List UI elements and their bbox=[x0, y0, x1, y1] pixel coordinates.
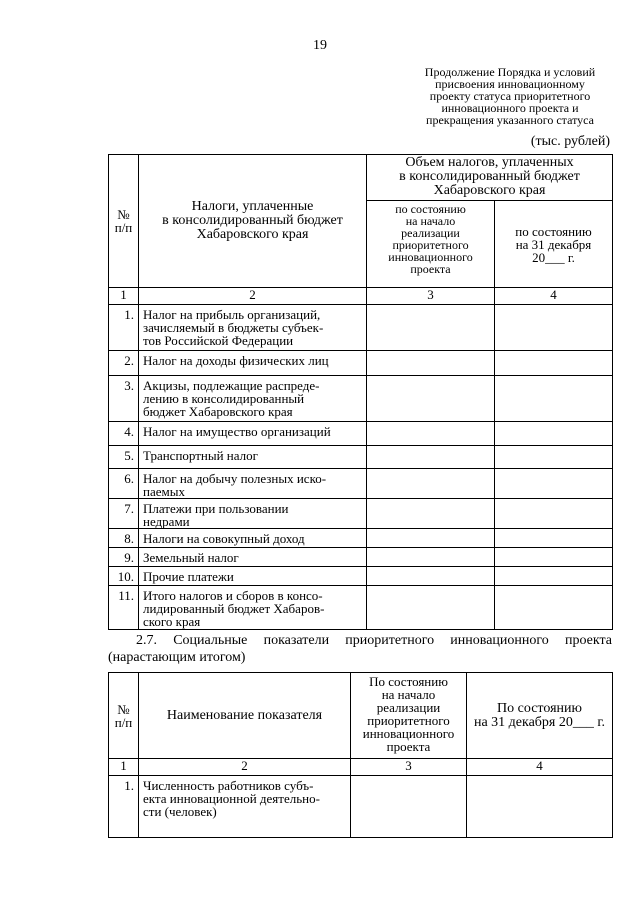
table-row bbox=[109, 422, 613, 446]
row-number: 1. bbox=[109, 305, 139, 351]
header-text: Налоги, уплаченные bbox=[191, 199, 314, 214]
value-cell bbox=[495, 446, 613, 469]
header-text: п/п bbox=[114, 714, 133, 730]
value-cell bbox=[495, 305, 613, 351]
table-row bbox=[109, 376, 613, 422]
value-cell bbox=[367, 529, 495, 548]
table-row bbox=[109, 469, 613, 499]
value-cell bbox=[367, 422, 495, 446]
header-text: инновационного bbox=[362, 726, 455, 741]
header-taxes bbox=[139, 155, 367, 288]
value-cell bbox=[367, 305, 495, 351]
row-number: 7. bbox=[109, 499, 139, 529]
value-cell bbox=[367, 376, 495, 422]
row-text: Акцизы, подлежащие распреде- bbox=[143, 378, 320, 393]
row-number: 4. bbox=[109, 422, 139, 446]
header-text: проекта bbox=[386, 739, 431, 754]
page-number: 19 bbox=[313, 38, 327, 53]
column-number-row bbox=[109, 759, 613, 776]
row-text: Численность работников субъ- bbox=[143, 778, 314, 793]
row-number: 3. bbox=[109, 376, 139, 422]
header-text: проекта bbox=[410, 262, 451, 276]
header-name bbox=[139, 673, 351, 759]
heading-line: присвоения инновационному bbox=[435, 77, 585, 91]
header-text: инновационного bbox=[388, 250, 473, 264]
value-cell bbox=[467, 776, 613, 838]
row-name bbox=[139, 469, 367, 499]
section-subtitle: (нарастающим итогом) bbox=[108, 650, 246, 665]
row-name bbox=[139, 376, 367, 422]
value-cell bbox=[367, 499, 495, 529]
header-text: в консолидированный бюджет bbox=[162, 213, 343, 228]
value-cell bbox=[495, 499, 613, 529]
row-text: Налоги на совокупный доход bbox=[143, 531, 305, 546]
row-name bbox=[139, 446, 367, 469]
value-cell bbox=[367, 567, 495, 586]
column-number: 1 bbox=[109, 759, 139, 776]
row-name bbox=[139, 567, 367, 586]
table-row bbox=[109, 776, 613, 838]
row-text: Платежи при пользовании bbox=[143, 501, 289, 516]
header-num bbox=[109, 673, 139, 759]
heading-line: инновационного проекта и bbox=[441, 101, 579, 115]
section-heading bbox=[108, 632, 612, 666]
row-number: 2. bbox=[109, 351, 139, 376]
header-start bbox=[351, 673, 467, 759]
header-text: по состоянию bbox=[395, 202, 466, 216]
header-text: № bbox=[117, 701, 130, 717]
value-cell bbox=[495, 422, 613, 446]
header-text: по состоянию bbox=[515, 223, 592, 239]
value-cell bbox=[495, 529, 613, 548]
column-number: 2 bbox=[139, 288, 367, 305]
social-indicators-table bbox=[108, 672, 613, 838]
heading-line: проекту статуса приоритетного bbox=[429, 89, 591, 103]
column-number: 2 bbox=[139, 759, 351, 776]
section-title: 2.7. Социальные показатели приоритетного инновационного проекта bbox=[136, 633, 612, 648]
table-row bbox=[109, 548, 613, 567]
header-text: Объем налогов, уплаченных bbox=[405, 155, 574, 170]
header-text: реализации bbox=[376, 700, 441, 715]
header-text: Хабаровского края bbox=[433, 183, 546, 198]
row-text: тов Российской Федерации bbox=[143, 333, 294, 348]
row-number: 5. bbox=[109, 446, 139, 469]
header-end bbox=[495, 201, 613, 288]
header-start bbox=[367, 201, 495, 288]
header-text: Наименование показателя bbox=[166, 708, 323, 723]
row-text: Прочие платежи bbox=[143, 569, 234, 584]
row-number: 10. bbox=[109, 567, 139, 586]
row-name bbox=[139, 499, 367, 529]
table-row bbox=[109, 446, 613, 469]
row-text: Налог на добычу полезных иско- bbox=[143, 471, 327, 486]
value-cell bbox=[367, 586, 495, 630]
header-text: Хабаровского края bbox=[196, 227, 309, 242]
value-cell bbox=[367, 351, 495, 376]
table-row bbox=[109, 586, 613, 630]
header-text: на начало bbox=[381, 687, 436, 702]
row-text: Транспортный налог bbox=[143, 448, 258, 463]
table-row bbox=[109, 567, 613, 586]
row-text: Итого налогов и сборов в консо- bbox=[143, 588, 323, 603]
header-text: 20___ г. bbox=[532, 249, 575, 265]
value-cell bbox=[495, 351, 613, 376]
table-row bbox=[109, 305, 613, 351]
header-text: на начало bbox=[405, 214, 456, 228]
table-row bbox=[109, 351, 613, 376]
heading-line: прекращения указанного статуса bbox=[426, 113, 594, 127]
row-text: лидированный бюджет Хабаров- bbox=[143, 601, 325, 616]
row-number: 9. bbox=[109, 548, 139, 567]
column-number: 4 bbox=[467, 759, 613, 776]
row-text: Земельный налог bbox=[143, 550, 239, 565]
header-text: на 31 декабря bbox=[515, 236, 592, 252]
table-row bbox=[109, 499, 613, 529]
header-text: По состоянию bbox=[369, 674, 448, 689]
value-cell bbox=[495, 376, 613, 422]
row-number: 1. bbox=[109, 776, 139, 838]
row-text: недрами bbox=[143, 514, 190, 529]
row-number: 8. bbox=[109, 529, 139, 548]
row-text: лению в консолидированный bbox=[143, 391, 305, 406]
row-name bbox=[139, 305, 367, 351]
header-volume bbox=[367, 155, 613, 201]
header-text: приоритетного bbox=[367, 713, 450, 728]
row-text: зачисляемый в бюджеты субъек- bbox=[143, 320, 324, 335]
value-cell bbox=[495, 548, 613, 567]
value-cell bbox=[367, 548, 495, 567]
row-text: Налог на имущество организаций bbox=[143, 424, 331, 439]
header-text: в консолидированный бюджет bbox=[399, 169, 580, 184]
header-text: приоритетного bbox=[392, 238, 469, 252]
row-text: Налог на доходы физических лиц bbox=[143, 353, 329, 368]
taxes-table bbox=[108, 154, 613, 630]
column-number: 4 bbox=[495, 288, 613, 305]
header-text: п/п bbox=[114, 220, 133, 235]
table-row bbox=[109, 529, 613, 548]
heading-line: Продолжение Порядка и условий bbox=[424, 65, 596, 79]
row-text: паемых bbox=[143, 484, 185, 499]
row-text: сти (человек) bbox=[143, 804, 217, 819]
header-num bbox=[109, 155, 139, 288]
row-number: 11. bbox=[109, 586, 139, 630]
row-name bbox=[139, 529, 367, 548]
value-cell bbox=[495, 586, 613, 630]
table-header-row bbox=[109, 155, 613, 201]
row-name bbox=[139, 776, 351, 838]
value-cell bbox=[495, 469, 613, 499]
row-name bbox=[139, 586, 367, 630]
document-heading bbox=[400, 66, 620, 126]
units-label: (тыс. рублей) bbox=[530, 134, 610, 149]
header-text: реализации bbox=[401, 226, 460, 240]
row-number: 6. bbox=[109, 469, 139, 499]
header-end bbox=[467, 673, 613, 759]
row-text: бюджет Хабаровского края bbox=[143, 404, 293, 419]
column-number: 1 bbox=[109, 288, 139, 305]
header-text: на 31 декабря 20___ г. bbox=[473, 714, 606, 730]
row-text: Налог на прибыль организаций, bbox=[143, 307, 321, 322]
row-text: екта инновационной деятельно- bbox=[143, 791, 320, 806]
value-cell bbox=[351, 776, 467, 838]
table-header-row bbox=[109, 673, 613, 759]
value-cell bbox=[367, 446, 495, 469]
row-text: ского края bbox=[143, 614, 201, 629]
row-name bbox=[139, 548, 367, 567]
value-cell bbox=[367, 469, 495, 499]
row-name bbox=[139, 422, 367, 446]
row-name bbox=[139, 351, 367, 376]
header-text: По состоянию bbox=[497, 700, 582, 716]
value-cell bbox=[495, 567, 613, 586]
column-number: 3 bbox=[367, 288, 495, 305]
column-number: 3 bbox=[351, 759, 467, 776]
column-number-row bbox=[109, 288, 613, 305]
header-text: № bbox=[117, 207, 130, 222]
